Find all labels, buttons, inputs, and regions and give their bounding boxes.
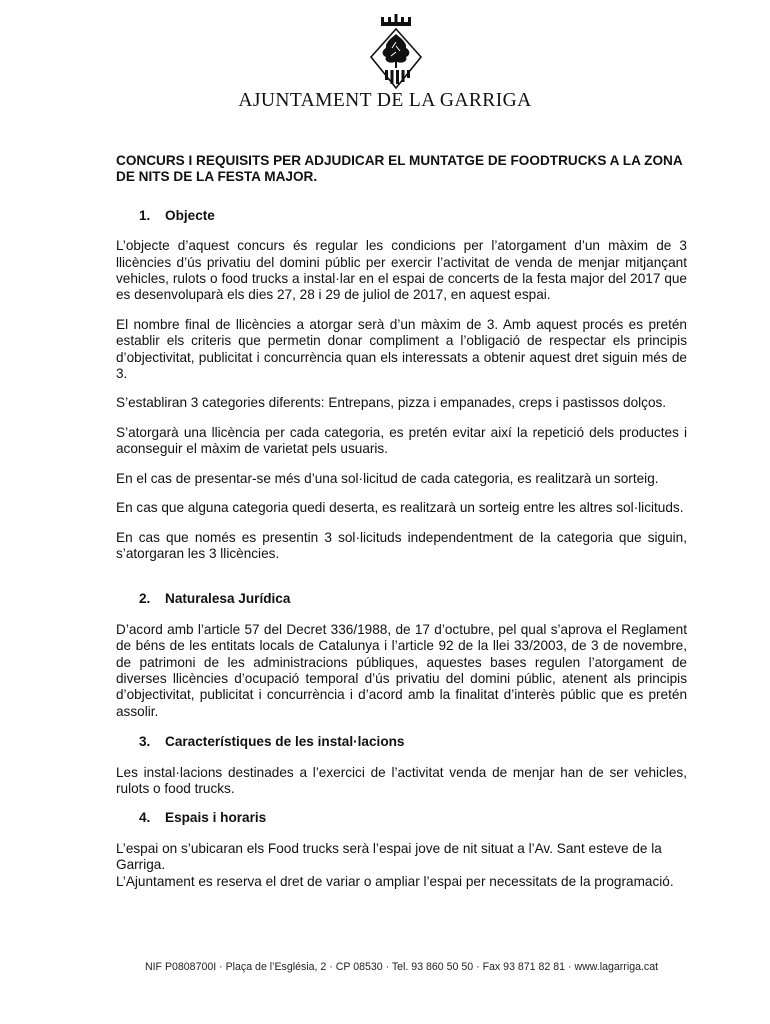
section-number: 4. (139, 810, 151, 826)
section-objecte (116, 208, 687, 563)
section-number: 3. (139, 734, 151, 750)
paragraph: S’establiran 3 categories diferents: Entrepans, pizza i empanades, creps i pastissos dolços. (116, 395, 667, 411)
paragraph: En cas que només es presentin 3 sol·licituds independentment de la categoria que siguin, s’atorgaran les 3 llicències. (116, 529, 687, 561)
paragraph: D’acord amb l’article 57 del Decret 336/1988, de 17 d’octubre, pel qual s’aprova el Reglament de béns de les entitats locals de Catalunya i l’article 92 de la llei 33/2003, de 3 de novembre, de patrimoni de les administracions públiques, aquestes bases regulen l’atorgament de diverses llicències d’ocupació temporal d’ús privatiu del domini públic, atenent als principis d’objectivitat, publicitat i concurrència i d’acord amb la finalitat d’interès públic que es pretén assolir. (116, 621, 687, 719)
section-number: 1. (139, 207, 151, 223)
paragraph: L’espai on s’ubicaran els Food trucks serà l’espai jove de nit situat a l’Av. Sant esteve de la Garriga. (116, 840, 662, 873)
paragraph: S’atorgarà una llicència per cada categoria, es pretén evitar així la repetició dels productes i aconseguir el màxim de varietat pels usuaris. (116, 424, 687, 457)
page-footer: NIF P0808700I · Plaça de l’Església, 2 · CP 08530 · Tel. 93 860 50 50 · Fax 93 871 82 81 · www.lagarriga.cat (144, 961, 659, 973)
paragraph: L’objecte d’aquest concurs és regular les condicions per l’atorgament d’un màxim de 3 llicències d’ús privatiu del domini públic per exercir l’activitat de venda de menjar mitjançant vehicles, rulots o food trucks a instal·lar en el espai de concerts de la festa major del 2017 que es desenvoluparà els dies 27, 28 i 29 de juliol de 2017, en aquest espai. (116, 238, 687, 303)
section-title: Espais i horaris (165, 810, 267, 826)
section-espais-horaris (116, 810, 687, 890)
paragraph: Les instal·lacions destinades a l’exercici de l’activitat venda de menjar han de ser vehicles, rulots o food trucks. (116, 764, 687, 796)
section-naturalesa-juridica (116, 591, 687, 720)
paragraph: L’Ajuntament es reserva el dret de variar o ampliar l’espai per necessitats de la programació. (116, 873, 674, 889)
document-body (116, 153, 687, 890)
paragraph: En cas que alguna categoria quedi deserta, es realitzarà un sorteig entre les altres sol·licituds. (116, 500, 684, 516)
document-title: CONCURS I REQUISITS PER ADJUDICAR EL MUNTATGE DE FOODTRUCKS A LA ZONA DE NITS DE LA FESTA MAJOR. (116, 153, 683, 185)
section-heading (116, 591, 687, 607)
paragraph: El nombre final de llicències a atorgar serà d’un màxim de 3. Amb aquest procés es pretén establir els criteris que permetin donar compliment a l’obligació de respectar els principis d’objectivitat, publicitat i concurrència quan els interessats a obtenir aquest dret siguin més de 3. (116, 316, 687, 382)
section-number: 2. (139, 591, 151, 607)
section-title: Característiques de les instal·lacions (165, 734, 405, 750)
section-caracteristiques (116, 734, 687, 797)
paragraph: En el cas de presentar-se més d’una sol·licitud de cada categoria, es realitzarà un sorteig. (116, 470, 659, 486)
section-title: Naturalesa Jurídica (165, 591, 291, 607)
section-heading (116, 810, 687, 826)
municipal-coat-of-arms-icon (368, 12, 424, 90)
section-title: Objecte (165, 207, 215, 223)
section-heading (116, 734, 687, 750)
institution-name: AJUNTAMENT DE LA GARRIGA (238, 90, 532, 111)
section-heading (116, 208, 687, 224)
